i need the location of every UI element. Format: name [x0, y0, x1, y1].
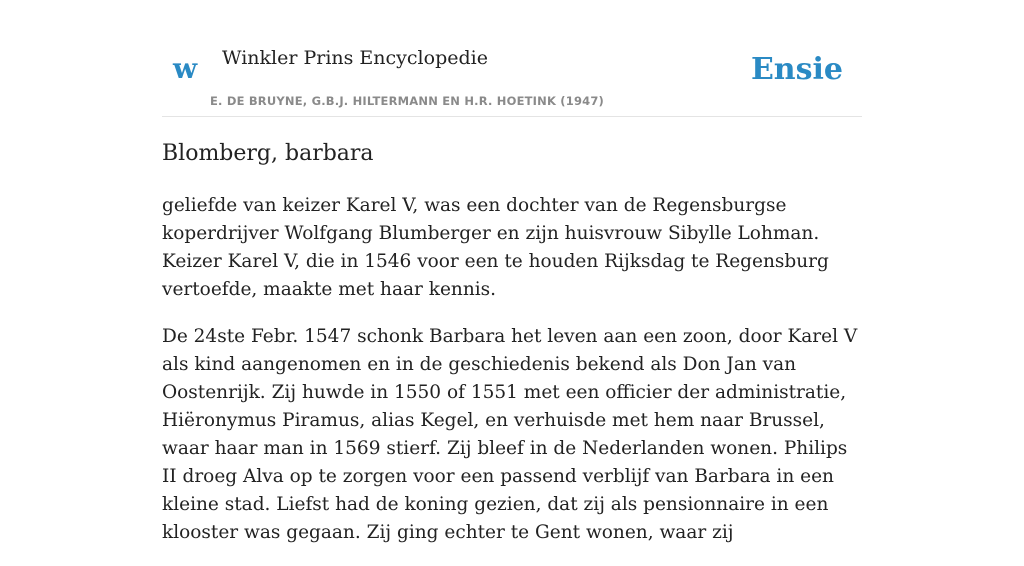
- encyclopedia-title: Winkler Prins Encyclopedie: [222, 47, 488, 69]
- article-body: [162, 192, 862, 547]
- ensie-brand-link[interactable]: Ensie: [750, 52, 843, 87]
- encyclopedia-authors: E. DE BRUYNE, G.B.J. HILTERMANN EN H.R. HOETINK (1947): [210, 94, 605, 108]
- article-paragraph: geliefde van keizer Karel V, was een dochter van de Regensburgse koperdrijver Wolfgang Blumberger en zijn huisvrouw Sibylle Lohman. Keizer Karel V, die in 1546 voor een te houden Rijksdag te Regensburg vertoefde, maakte met haar kennis.: [162, 195, 829, 300]
- article-title: Blomberg, barbara: [162, 141, 374, 166]
- article: [162, 137, 862, 566]
- article-paragraph: De 24ste Febr. 1547 schonk Barbara het leven aan een zoon, door Karel V als kind aangenomen en in de geschiedenis bekend als Don Jan van Oostenrijk. Zij huwde in 1550 of 1551 met een officier der administratie, Hiëronymus Piramus, alias Kegel, en verhuisde met hem naar Brussel, waar haar man in 1569 stierf. Zij bleef in de Nederlanden wonen. Philips II droeg Alva op te zorgen voor een passend verblijf van Barbara in een kleine stad. Liefst had de koning gezien, dat zij als pensionnaire in een klooster was gegaan. Zij ging echter te Gent wonen, waar zij: [162, 326, 858, 543]
- site-header: [162, 0, 862, 117]
- site-logo[interactable]: w: [173, 52, 198, 85]
